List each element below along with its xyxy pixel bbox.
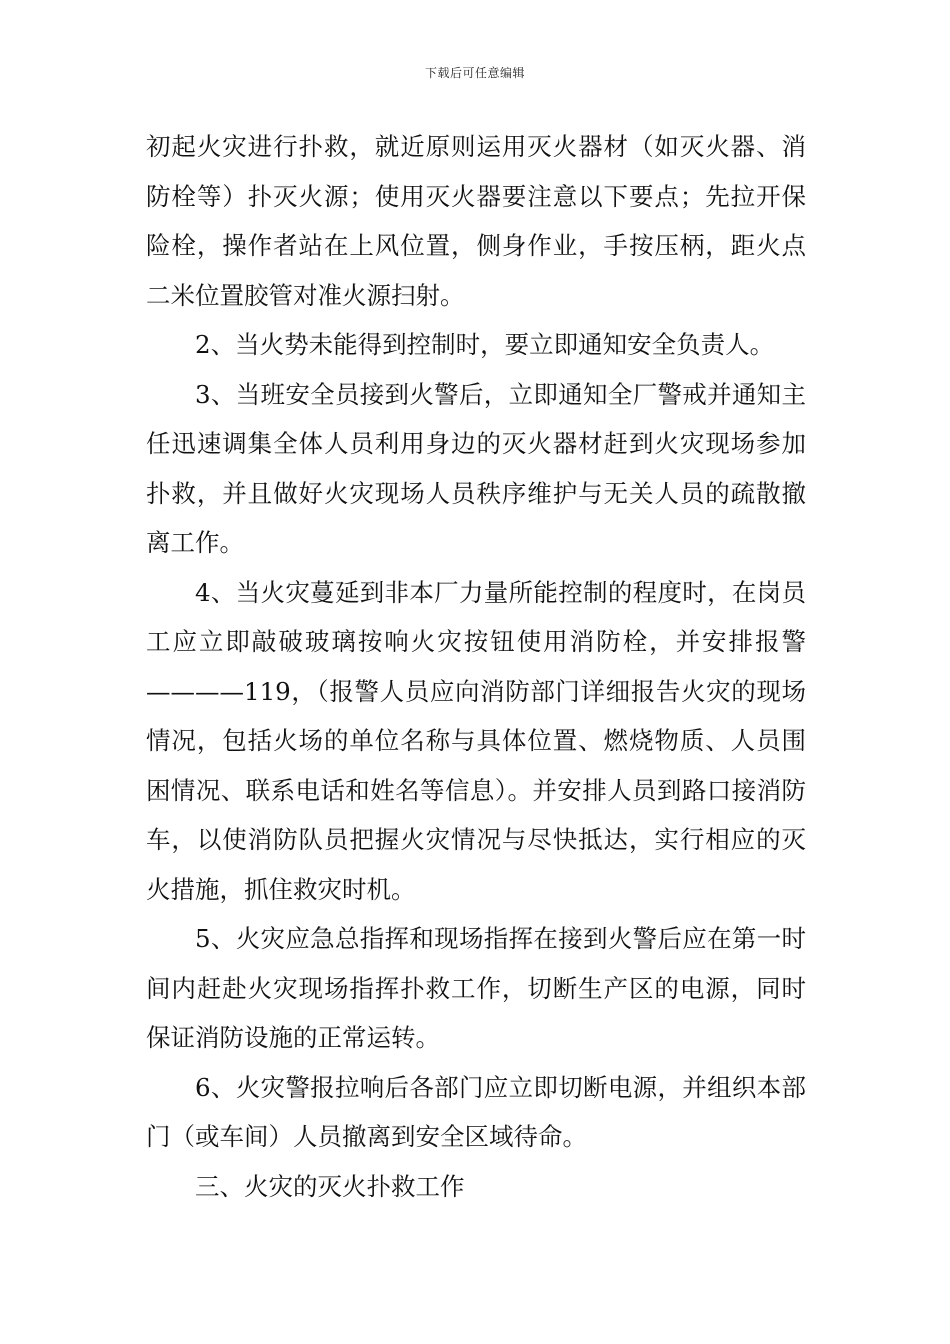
document-body bbox=[146, 122, 806, 1211]
paragraph-item-4: 4、当火灾蔓延到非本厂力量所能控制的程度时，在岗员工应立即敲破玻璃按响火灾按钮使用消防栓，并安排报警————119，（报警人员应向消防部门详细报告火灾的现场情况，包括火场的单位名称与具体位置、燃烧物质、人员围困情况、联系电话和姓名等信息）。并安排人员到路口接消防车，以使消防队员把握火灾情况与尽快抵达，实行相应的灭火措施，抓住救灾时机。 bbox=[146, 577, 806, 904]
page-header: 下载后可任意编辑 bbox=[424, 66, 525, 80]
paragraph-item-6: 6、火灾警报拉响后各部门应立即切断电源，并组织本部门（或车间）人员撤离到安全区域待命。 bbox=[146, 1072, 806, 1151]
paragraph-item-3: 3、当班安全员接到火警后，立即通知全厂警戒并通知主任迅速调集全体人员利用身边的灭火器材赶到火灾现场参加扑救，并且做好火灾现场人员秩序维护与无关人员的疏散撤离工作。 bbox=[146, 379, 806, 557]
paragraph-item-5: 5、火灾应急总指挥和现场指挥在接到火警后应在第一时间内赶赴火灾现场指挥扑救工作，切断生产区的电源，同时保证消防设施的正常运转。 bbox=[146, 924, 806, 1052]
section-heading: 三、火灾的灭火扑救工作 bbox=[195, 1171, 465, 1201]
paragraph-item-2: 2、当火势未能得到控制时，要立即通知安全负责人。 bbox=[195, 330, 775, 359]
paragraph-continuation: 初起火灾进行扑救，就近原则运用灭火器材（如灭火器、消防栓等）扑灭火源；使用灭火器要注意以下要点；先拉开保险栓，操作者站在上风位置，侧身作业，手按压柄，距火点二米位置胶管对准火源扫射。 bbox=[146, 132, 806, 310]
